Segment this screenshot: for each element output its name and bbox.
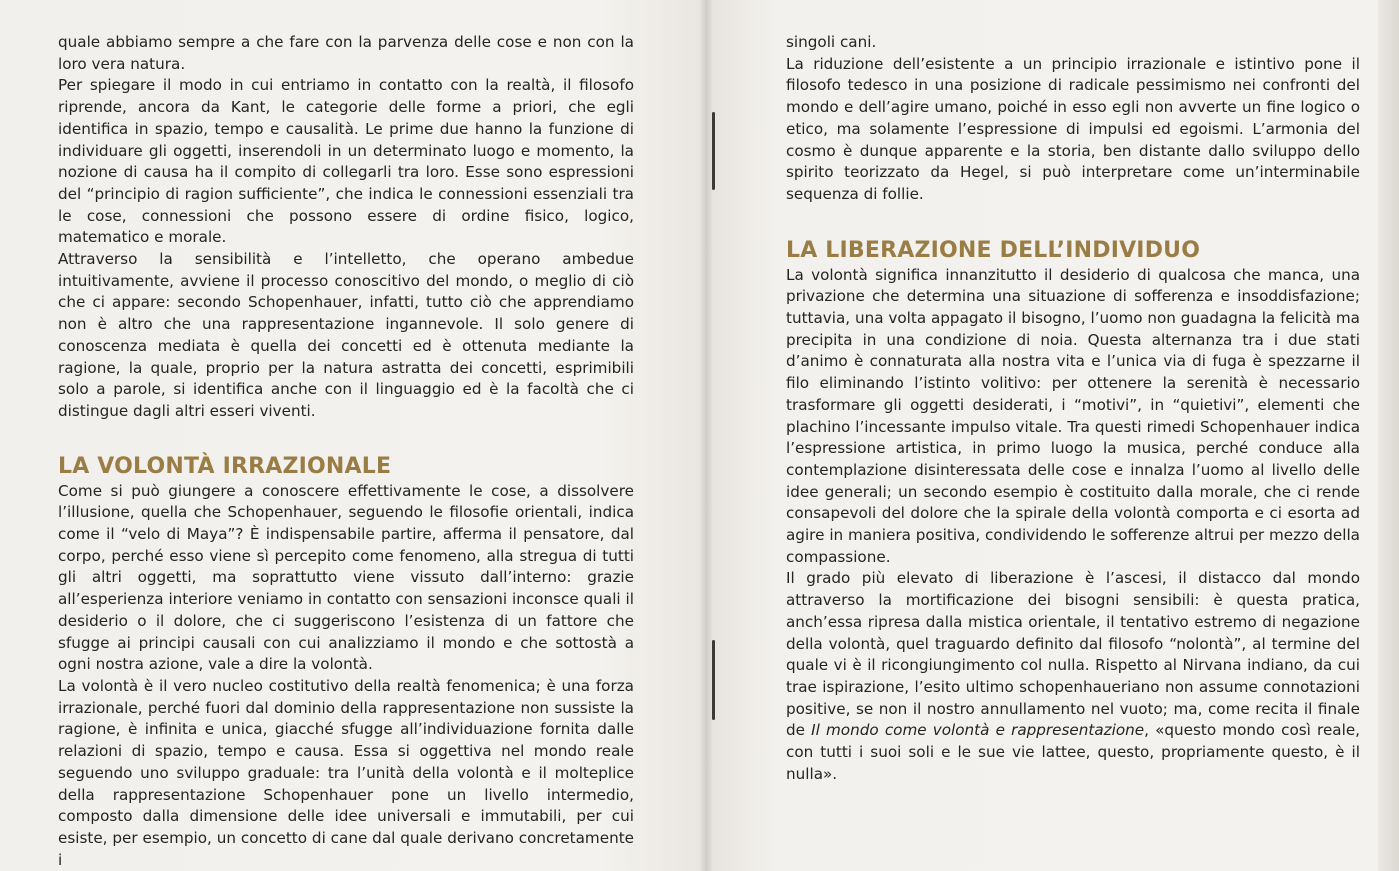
right-text-column <box>786 32 1360 786</box>
right-paragraph-1: singoli cani. <box>786 33 877 51</box>
left-paragraph-2: Per spiegare il modo in cui entriamo in contatto con la realtà, il filosofo riprende, ancora da Kant, le categorie delle forme a priori, che egli identifica in spazio, tempo e causalità. Le prime due hanno la funzione di individuare gli oggetti, inserendoli in un determinato luogo e momento, la nozione di causa ha il compito di collegarli tra loro. Esse sono espressioni del “principio di ragion sufficiente”, che indica le connessioni essenziali tra le cose, connessioni che possono essere di ordine fisico, logico, matematico e morale. <box>58 76 634 247</box>
text-after-title: , «questo mondo così reale, con tutti i suoi soli e le sue vie lattee, questo, propriamente questo, è il nulla». <box>786 721 1360 783</box>
book-gutter <box>700 0 712 871</box>
heading-volonta-irrazionale: LA VOLONTÀ IRRAZIONALE <box>58 453 392 479</box>
book-title: Il mondo come volontà e rappresentazione <box>811 721 1145 740</box>
right-paragraph-2: La riduzione dell’esistente a un principio irrazionale e istintivo pone il filosofo tedesco in una posizione di radicale pessimismo nei confronti del mondo e dell’agire umano, poiché in esso egli non avverte un fine logico o etico, ma solamente l’espressione di impulsi ed egoismi. L’armonia del cosmo è dunque apparente e la storia, ben distante dallo sviluppo dello spirito teorizzato da Hegel, si può interpretare come un’interminabile sequenza di follie. <box>786 54 1360 203</box>
text-before-title: Il grado più elevato di liberazione è l’ascesi, il distacco dal mondo attraverso la mortificazione dei bisogni sensibili: è questa pratica, anch’essa ripresa dalla mistica orientale, il tentativo estremo di negazione della volontà, quel traguardo definito dal filosofo “nolontà”, al termine del quale vi è il ricongiungimento col nulla. Rispetto al Nirvana indiano, da cui trae ispirazione, l’esito ultimo schopenhaueriano non assume connotazioni positive, se non il nostro annullamento nel vuoto; ma, come recita il finale de <box>786 569 1360 740</box>
page-edge <box>1378 0 1399 871</box>
left-paragraph-5: La volontà è il vero nucleo costitutivo della realtà fenomenica; è una forza irrazionale, perché fuori dal dominio della rappresentazione non sussiste la ragione, è infinita e unica, giacché sfugge all’individuazione fornita dalle relazioni di spazio, tempo e causa. Essa si oggettiva nel mondo reale seguendo uno sviluppo graduale: tra l’unità della volontà e il molteplice della rappresentazione Schopenhauer pone un livello intermedio, composto dalla dimensione delle idee universali e immutabili, per cui esiste, per esempio, un concetto di cane dal quale derivano concretamente i <box>58 676 634 869</box>
left-paragraph-1: quale abbiamo sempre a che fare con la parvenza delle cose e non con la loro vera natura. <box>58 33 634 73</box>
left-paragraph-4: Come si può giungere a conoscere effettivamente le cose, a dissolvere l’illusione, quella che Schopenhauer, seguendo le filosofie orientali, indica come il “velo di Maya”? È indispensabile partire, afferma il pensatore, dal corpo, perché esso viene sì percepito come fenomeno, alla stregua di tutti gli altri oggetti, ma soprattutto viene vissuto dall’interno: grazie all’esperienza interiore veniamo in contatto con sensazioni inconsce quali il desiderio o il dolore, che ci suggeriscono l’esistenza di un fattore che sfugge ai principi causali con cui analizziamo il mondo e che sottostà a ogni nostra azione, vale a dire la volontà. <box>58 481 634 674</box>
right-paragraph-3: La volontà significa innanzitutto il desiderio di qualcosa che manca, una privazione che determina una situazione di sofferenza e insoddisfazione; tuttavia, una volta appagato il bisogno, l’uomo non guadagna la felicità ma precipita in una condizione di noia. Questa alternanza tra i due stati d’animo è connaturata alla nostra vita e l’unica via di fuga è spezzarne il filo eliminando l’istinto volitivo: per ottenere la serenità è necessario trasformare gli oggetti desiderati, i “motivi”, in “quietivi”, elementi che plachino l’incessante impulso vitale. Tra questi rimedi Schopenhauer indica l’espressione artistica, in primo luogo la musica, perché conduce alla contemplazione disinteressata delle cose e innalza l’uomo al livello delle idee generali; un secondo esempio è costituito dalla morale, che ci rende consapevoli del dolore che la spirale della volontà comporta e ci esorta ad agire in maniera positiva, condividendo le sofferenze altrui per mezzo della compassione. <box>786 265 1360 566</box>
left-paragraph-3: Attraverso la sensibilità e l’intelletto, che operano ambedue intuitivamente, avviene il processo conoscitivo del mondo, o meglio di ciò che ci appare: secondo Schopenhauer, infatti, tutto ciò che apprendiamo non è altro che una rappresentazione ingannevole. Il solo genere di conoscenza mediata è quella dei concetti ed è ottenuta mediante la ragione, la quale, proprio per la natura astratta dei concetti, esprimibili solo a parole, si identifica anche con il linguaggio ed è la facoltà che ci distingue dagli altri esseri viventi. <box>58 250 634 420</box>
staple-top <box>712 112 715 190</box>
staple-bottom <box>712 640 715 720</box>
right-paragraph-4 <box>786 568 1360 785</box>
heading-liberazione-individuo: LA LIBERAZIONE DELL’INDIVIDUO <box>786 237 1201 263</box>
left-text-column <box>58 32 634 871</box>
